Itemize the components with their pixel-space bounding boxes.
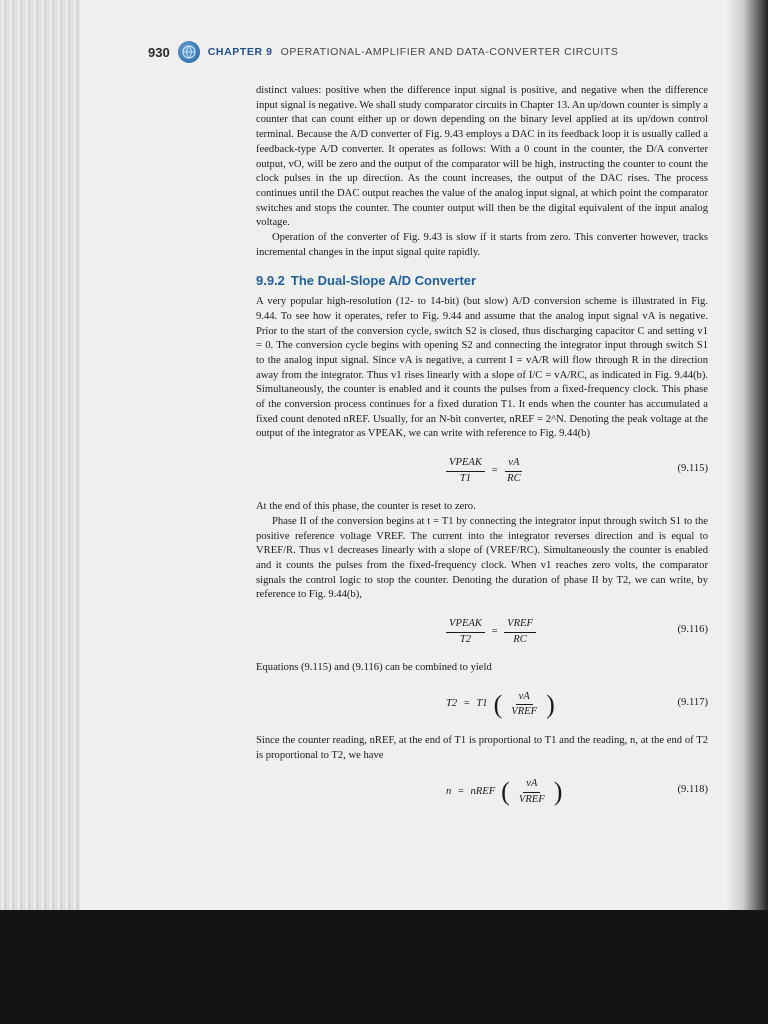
eq-rhs-num: vA [505,456,522,472]
equation-9-117: T2 = T1 ( $\frac{vA}{\text{VREF}}$ ) (9.117) [446,689,708,719]
equation-9-115: $\frac{\text{VPEAK}}{T1}$ = $\frac{vA}{RC}$ (9.115) [256,448,708,494]
section-title: The Dual-Slope A/D Converter [290,273,477,289]
dark-background [0,910,768,1024]
eq-den: VREF [518,793,545,805]
page-number: 930 [148,44,170,60]
eq-lhs-num: VPEAK [446,617,485,633]
paragraph: Operation of the converter of Fig. 9.43 is slow if it starts from zero. This converter however, tracks incremental changes in the input signal quite rapidly. [256,232,708,258]
eq-lhs: T2 [446,698,458,710]
equation-number: (9.116) [677,624,708,636]
section-heading [256,274,708,289]
eq-den: VREF [511,706,538,718]
running-head [148,40,708,64]
eq-coef: nREF [470,785,496,797]
eq-num: vA [516,690,533,706]
eq-lhs: n [446,785,452,797]
paragraph: Phase II of the conversion begins at t = T1 by connecting the integrator input through switch S1 to the positive reference voltage VREF. The current into the integrator reverses direction and is equal to VREF/R. Thus v1 decreases linearly with a slope of (VREF/RC). Simultaneously the counter is enabled and it counts the pulses from the fixed-frequency clock. When v1 reaches zero volts, the comparator signals the control logic to stop the counter. Denoting the duration of phase II by T2, we can write, by reference to Fig. 9.44(b), [256,515,708,601]
paragraph: distinct values: positive when the difference input signal is positive, and negative when the difference input signal is negative. We shall study comparator circuits in Chapter 13. An up/down counter is simply a counter that can count either up or down depending on the binary level applied at its up/down control terminal. Because the A/D converter of Fig. 9.43 employs a DAC in its feedback loop it is usually called a feedback-type A/D converter. It operates as follows: With a 0 count in the counter, the D/A converter output, vO, will be zero and the output of the comparator will be high, instructing the counter to count the clock pulses in the up direction. As the count increases, the output of the DAC rises. The process continues until the DAC output reaches the value of the analog input signal, at which point the comparator switches and stops the counter. The counter output will then be the digital equivalent of the input analog voltage. [256,85,708,229]
paragraph: At the end of this phase, the counter is reset to zero. [256,501,476,513]
paragraph: Equations (9.115) and (9.116) can be combined to yield [256,662,492,674]
eq-coef: T1 [476,698,488,710]
equation-number: (9.117) [677,696,708,708]
eq-rhs-den: RC [513,633,527,645]
eq-lhs-num: VPEAK [446,456,485,472]
equation-number: (9.115) [677,463,708,475]
equation-number: (9.118) [677,784,708,796]
equation-9-116: $\frac{\text{VPEAK}}{T2}$ = $\frac{\text{VREF}}{RC}$ (9.116) [256,609,708,655]
eq-rhs-num: VREF [504,617,536,633]
book-gutter [726,0,768,910]
eq-rhs-den: RC [507,472,521,484]
chapter-label: CHAPTER 9 [207,46,273,58]
eq-lhs-den: T1 [459,472,472,484]
paragraph: A very popular high-resolution (12- to 14-bit) (but slow) A/D conversion scheme is illustrated in Fig. 9.44. To see how it operates, refer to Fig. 9.44 and assume that the analog input signal vA is negative. Prior to the start of the conversion cycle, switch S2 is closed, thus discharging capacitor C and setting v1 = 0. The conversion cycle begins with opening S2 and connecting the integrator input through switch S1 to the analog input signal. Since vA is negative, a current I = vA/R will flow through R in the direction away from the integrator. Thus v1 rises linearly with a slope of I/C = vA/RC, as indicated in Fig. 9.44(b). Simultaneously, the counter is enabled and it counts the pulses from a fixed-frequency clock. This phase of the conversion process continues for a fixed duration T1. It ends when the counter has accumulated a fixed count denoted nREF. Usually, for an N-bit converter, nREF = 2^N. Denoting the peak voltage at the output of the integrator as VPEAK, we can write with reference to Fig. 9.44(b) [256,296,708,440]
equation-9-118: n = nREF ( $\frac{vA}{\text{VREF}}$ ) (9.118) [446,777,708,807]
page-stack-edges [0,0,80,910]
section-number: 9.9.2 [256,273,285,289]
paragraph: Since the counter reading, nREF, at the end of T1 is proportional to T1 and the reading, n, at the end of T2 is proportional to T2, we have [256,734,708,761]
eq-lhs-den: T2 [459,633,472,645]
body-text [256,84,708,821]
eq-num: vA [523,777,540,793]
globe-icon [178,41,200,63]
chapter-title: OPERATIONAL-AMPLIFIER AND DATA-CONVERTER CIRCUITS [280,46,619,58]
